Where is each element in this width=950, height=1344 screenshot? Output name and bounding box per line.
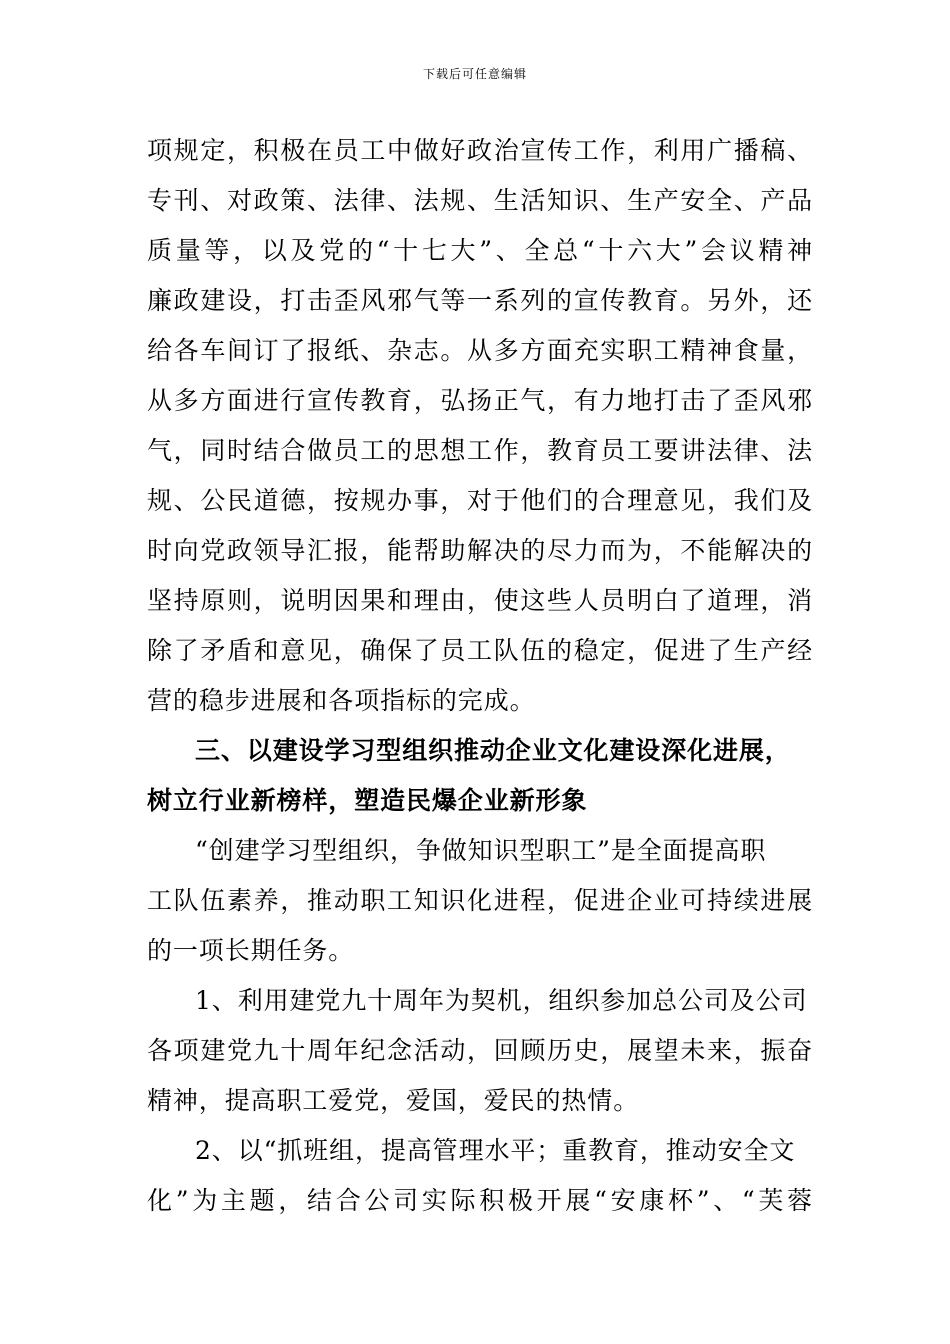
text-line: 坚持原则，说明因果和理由，使这些人员明白了道理，消 xyxy=(147,586,813,615)
text-line: 质量等，以及党的“十七大”、全总“十六大”会议精神 xyxy=(147,236,813,265)
text-line: 营的稳步进展和各项指标的完成。 xyxy=(147,686,536,715)
text-line: 从多方面进行宣传教育，弘扬正气，有力地打击了歪风邪 xyxy=(147,386,813,415)
text-line: 的一项长期任务。 xyxy=(147,936,355,965)
text-line: 1、利用建党九十周年为契机，组织参加总公司及公司 xyxy=(195,986,808,1015)
section-heading-line: 树立行业新榜样，塑造民爆企业新形象 xyxy=(147,786,588,815)
document-body xyxy=(147,126,813,1226)
text-line: 廉政建设，打击歪风邪气等一系列的宣传教育。另外，还 xyxy=(147,286,813,315)
page-header: 下载后可任意编辑 xyxy=(422,67,527,81)
text-line: 工队伍素养，推动职工知识化进程，促进企业可持续进展 xyxy=(147,886,813,915)
text-line: 除了矛盾和意见，确保了员工队伍的稳定，促进了生产经 xyxy=(147,636,813,665)
text-line: 专刊、对政策、法律、法规、生活知识、生产安全、产品 xyxy=(147,186,813,215)
text-line: “创建学习型组织，争做知识型职工”是全面提高职 xyxy=(195,836,767,865)
text-line: 气，同时结合做员工的思想工作，教育员工要讲法律、法 xyxy=(147,436,813,465)
text-line: 精神，提高职工爱党，爱国，爱民的热情。 xyxy=(147,1086,640,1115)
text-line: 2、以“抓班组，提高管理水平；重教育，推动安全文 xyxy=(195,1136,796,1165)
text-line: 化”为主题，结合公司实际积极开展“安康杯”、“芙蓉 xyxy=(147,1186,813,1215)
section-heading-line: 三、以建设学习型组织推动企业文化建设深化进展， xyxy=(195,736,791,765)
text-line: 各项建党九十周年纪念活动，回顾历史，展望未来，振奋 xyxy=(147,1036,813,1065)
text-line: 项规定，积极在员工中做好政治宣传工作，利用广播稿、 xyxy=(147,136,813,165)
text-line: 时向党政领导汇报，能帮助解决的尽力而为，不能解决的 xyxy=(147,536,813,565)
text-line: 规、公民道德，按规办事，对于他们的合理意见，我们及 xyxy=(147,486,813,515)
text-line: 给各车间订了报纸、杂志。从多方面充实职工精神食量， xyxy=(147,336,813,365)
